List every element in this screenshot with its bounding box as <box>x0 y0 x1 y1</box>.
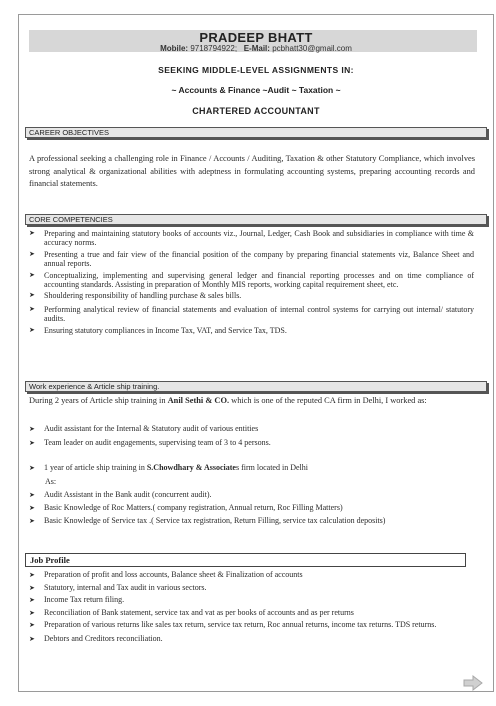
list-item: ➤ Audit assistant for the Internal & Statutory audit of various entities <box>29 424 259 433</box>
mobile-number: 9718794922; <box>190 44 238 53</box>
arrow-bullet-icon: ➤ <box>29 464 35 472</box>
arrow-bullet-icon: ➤ <box>29 249 35 258</box>
list-item: ➤ Basic Knowledge of Roc Matters.( company registration, Annual return, Roc Filling Matters) <box>29 503 343 512</box>
list-item: ➤ Team leader on audit engagements, supervising team of 3 to 4 persons. <box>29 438 271 447</box>
arrow-bullet-icon: ➤ <box>29 504 35 512</box>
job-profile-list <box>25 570 474 644</box>
as-label: As: <box>45 477 57 486</box>
arrow-bullet-icon: ➤ <box>29 439 35 447</box>
list-item: ➤ Performing analytical review of financial statements and evaluation of internal control systems for carrying out internal/ statutory audits. <box>29 304 474 324</box>
designation: CHARTERED ACCOUNTANT <box>192 106 320 116</box>
arrow-bullet-icon: ➤ <box>29 634 35 643</box>
firm-name: S.Chowdhary & Associate <box>146 463 236 472</box>
career-objectives-text: A professional seeking a challenging role in Finance / Accounts / Auditing, Taxation & other Statutory Compliance, which involves strong analytical & organizational abilities with adeptness in formulating accounting systems, preparing accounting records and financial statements. <box>29 154 475 188</box>
list-item: ➤ Shouldering responsibility of handling purchase & sales bills. <box>29 291 242 301</box>
work-experience-heading: Work experience & Article ship training. <box>25 381 487 392</box>
target-areas: ~ Accounts & Finance ~Audit ~ Taxation ~ <box>171 85 341 95</box>
list-item: ➤ Ensuring statutory compliances in Income Tax, VAT, and Service Tax, TDS. <box>29 325 287 335</box>
list-item: ➤ 1 year of article ship training in S.Chowdhary & Associates firm located in Delhi <box>29 463 308 472</box>
list-item: ➤ Income Tax return filing. <box>29 595 125 604</box>
job-profile-heading: Job Profile <box>25 553 466 567</box>
arrow-bullet-icon: ➤ <box>29 608 35 617</box>
mobile-label: Mobile: <box>160 44 189 53</box>
candidate-name: PRADEEP BHATT <box>199 30 313 45</box>
list-item: ➤ Preparing and maintaining statutory books of accounts viz., Journal, Ledger, Cash Book and subsidiaries in compliance with time & accuracy norms. <box>29 229 474 248</box>
arrow-bullet-icon: ➤ <box>29 425 35 433</box>
firm1-duties-list <box>25 423 474 449</box>
arrow-bullet-icon: ➤ <box>29 621 35 629</box>
core-competencies-list <box>25 229 474 335</box>
list-item: ➤ Debtors and Creditors reconciliation. <box>29 633 163 643</box>
arrow-bullet-icon: ➤ <box>29 583 35 592</box>
seeking-heading: SEEKING MIDDLE-LEVEL ASSIGNMENTS IN: <box>158 65 354 75</box>
list-item: ➤ Preparation of profit and loss accounts, Balance sheet & Finalization of accounts <box>29 570 303 579</box>
work-experience-intro: During 2 years of Article ship training in Anil Sethi & CO. which is one of the reputed CA firm in Delhi, I worked as: <box>29 396 427 405</box>
email-address[interactable]: pcbhatt30@gmail.com <box>272 44 352 53</box>
arrow-bullet-icon: ➤ <box>29 517 35 525</box>
list-item: ➤ Reconciliation of Bank statement, service tax and vat as per books of accounts and as per returns <box>29 607 354 617</box>
resume-page <box>18 14 494 692</box>
next-page-arrow-icon[interactable] <box>462 674 484 692</box>
contact-line <box>19 44 493 53</box>
arrow-bullet-icon: ➤ <box>29 325 35 334</box>
arrow-bullet-icon: ➤ <box>29 270 35 279</box>
list-item: ➤ Presenting a true and fair view of the financial position of the company by preparing financial statements viz, Balance Sheet and annual reports. <box>29 249 474 269</box>
core-competencies-heading: CORE COMPETENCIES <box>25 214 487 225</box>
second-training-list <box>25 462 474 474</box>
career-objectives-heading: CAREER OBJECTIVES <box>25 127 487 138</box>
list-item: ➤ Statutory, internal and Tax audit in various sectors. <box>29 582 207 592</box>
arrow-bullet-icon: ➤ <box>29 596 35 604</box>
email-label: E-Mail: <box>243 44 270 53</box>
firm-name: Anil Sethi & CO. <box>167 396 230 405</box>
list-item: ➤ Conceptualizing, implementing and supervising general ledger and financial reporting processes and on time compliance of accounting standards. Assisting in preparation of Monthly MIS reports, working capital requirement sheet, etc. <box>29 270 474 290</box>
firm2-duties-list <box>25 489 474 527</box>
arrow-bullet-icon: ➤ <box>29 304 35 313</box>
list-item: ➤ Preparation of various returns like sales tax return, service tax return, Roc annual returns, income tax returns. TDS returns. <box>29 620 437 629</box>
arrow-bullet-icon: ➤ <box>29 571 35 579</box>
list-item: ➤ Basic Knowledge of Service tax .( Service tax registration, Return Filling, service tax calculation deposits) <box>29 516 386 525</box>
arrow-bullet-icon: ➤ <box>29 291 35 300</box>
arrow-bullet-icon: ➤ <box>29 229 35 237</box>
arrow-bullet-icon: ➤ <box>29 491 35 499</box>
list-item: ➤ Audit Assistant in the Bank audit (concurrent audit). <box>29 490 212 499</box>
